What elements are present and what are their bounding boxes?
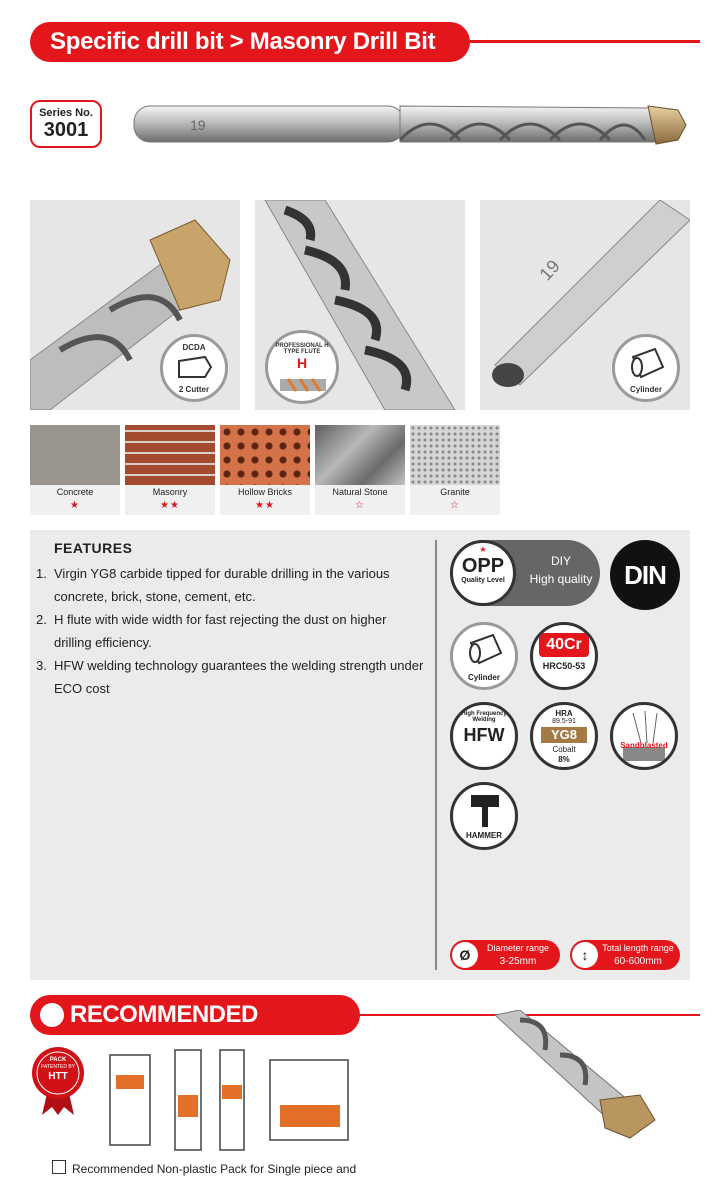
shank-detail-photo: [480, 200, 690, 410]
drill-bit-tip-image: [490, 1010, 660, 1140]
shank-marking-detail: 19: [535, 256, 564, 285]
diameter-icon: Ø: [452, 942, 478, 968]
drill-bit-image: [130, 100, 690, 150]
packaging-illustrations: [100, 1045, 360, 1155]
length-range-badge: ↕ Total length range 60-600mm: [570, 940, 680, 970]
feature-item: 3. HFW welding technology guarantees the welding strength under ECO cost: [36, 658, 424, 696]
sandblast-icon: [613, 705, 675, 767]
series-number: 3001: [43, 119, 89, 141]
page-title-banner: [30, 22, 470, 62]
hammer-badge: HAMMER: [450, 782, 518, 850]
tip-detail-photo: [30, 200, 240, 410]
shank-marking: 19: [190, 117, 206, 133]
flute-detail-photo: [255, 200, 465, 410]
rating-stars: ☆: [450, 500, 460, 511]
opp-quality-badge: DIY High quality: [450, 540, 600, 606]
h-letter: H: [296, 355, 308, 371]
packing-banner: [30, 995, 360, 1035]
rating-stars: ★★: [255, 500, 275, 511]
packing-note: Recommended Non-plastic Pack for Single piece and: [72, 1162, 357, 1176]
features-panel: [30, 530, 690, 980]
hfw-badge: High Frequency Welding HFW: [450, 702, 518, 770]
page-title: Specific drill bit > Masonry Drill Bit: [50, 28, 436, 55]
checkbox-icon: [52, 1160, 66, 1174]
material-masonry: Masonry ★★: [125, 425, 215, 515]
steel-40cr-badge: 40Cr HRC50-53: [530, 622, 598, 690]
features-list: [36, 562, 426, 700]
features-title: FEATURES: [54, 540, 133, 556]
patent-seal: PACK PATENTED BY HTT: [30, 1045, 86, 1115]
cylinder-shank-badge: Cylinder: [450, 622, 518, 690]
material-granite: Granite ☆: [410, 425, 500, 515]
material-natural-stone: Natural Stone ☆: [315, 425, 405, 515]
cylinder-badge: Cylinder: [612, 334, 680, 402]
cylinder-icon: [627, 347, 667, 381]
yg8-carbide-badge: HRA 89.5-91 YG8 Cobalt 8%: [530, 702, 598, 770]
rating-stars: ★: [70, 500, 80, 511]
feature-item: 2. H flute with wide width for fast rejecting the dust on higher drilling efficiency.: [36, 612, 387, 650]
rating-stars: ☆: [355, 500, 365, 511]
dcda-cutter-badge: DCDA 2 Cutter: [160, 334, 228, 402]
title-rule: [460, 40, 700, 43]
rating-stars: ★★: [160, 500, 180, 511]
series-label: Series No.: [39, 107, 93, 119]
h-flute-badge: PROFESSIONAL H TYPE FLUTE H: [265, 330, 339, 404]
material-hollow-bricks: Hollow Bricks ★★: [220, 425, 310, 515]
length-icon: ↕: [572, 942, 598, 968]
material-concrete: Concrete ★: [30, 425, 120, 515]
packing-title: RECOMMENDED: [70, 1001, 258, 1028]
hammer-icon: [465, 793, 505, 829]
panel-divider: [435, 540, 437, 970]
diameter-range-badge: Ø Diameter range 3-25mm: [450, 940, 560, 970]
cylinder-icon: [465, 633, 505, 667]
series-badge: [30, 100, 102, 148]
bullet-dot-icon: [40, 1003, 64, 1027]
feature-item: 1. Virgin YG8 carbide tipped for durable drilling in the various concrete, brick, stone, cement, etc.: [36, 566, 390, 604]
sandblasted-badge: Sandblasted: [610, 702, 678, 770]
cutter-icon: [175, 355, 215, 381]
flute-icon: [278, 375, 328, 395]
din-badge: DIN: [610, 540, 680, 610]
opp-icon: ★ OPP Quality Level: [450, 540, 516, 606]
